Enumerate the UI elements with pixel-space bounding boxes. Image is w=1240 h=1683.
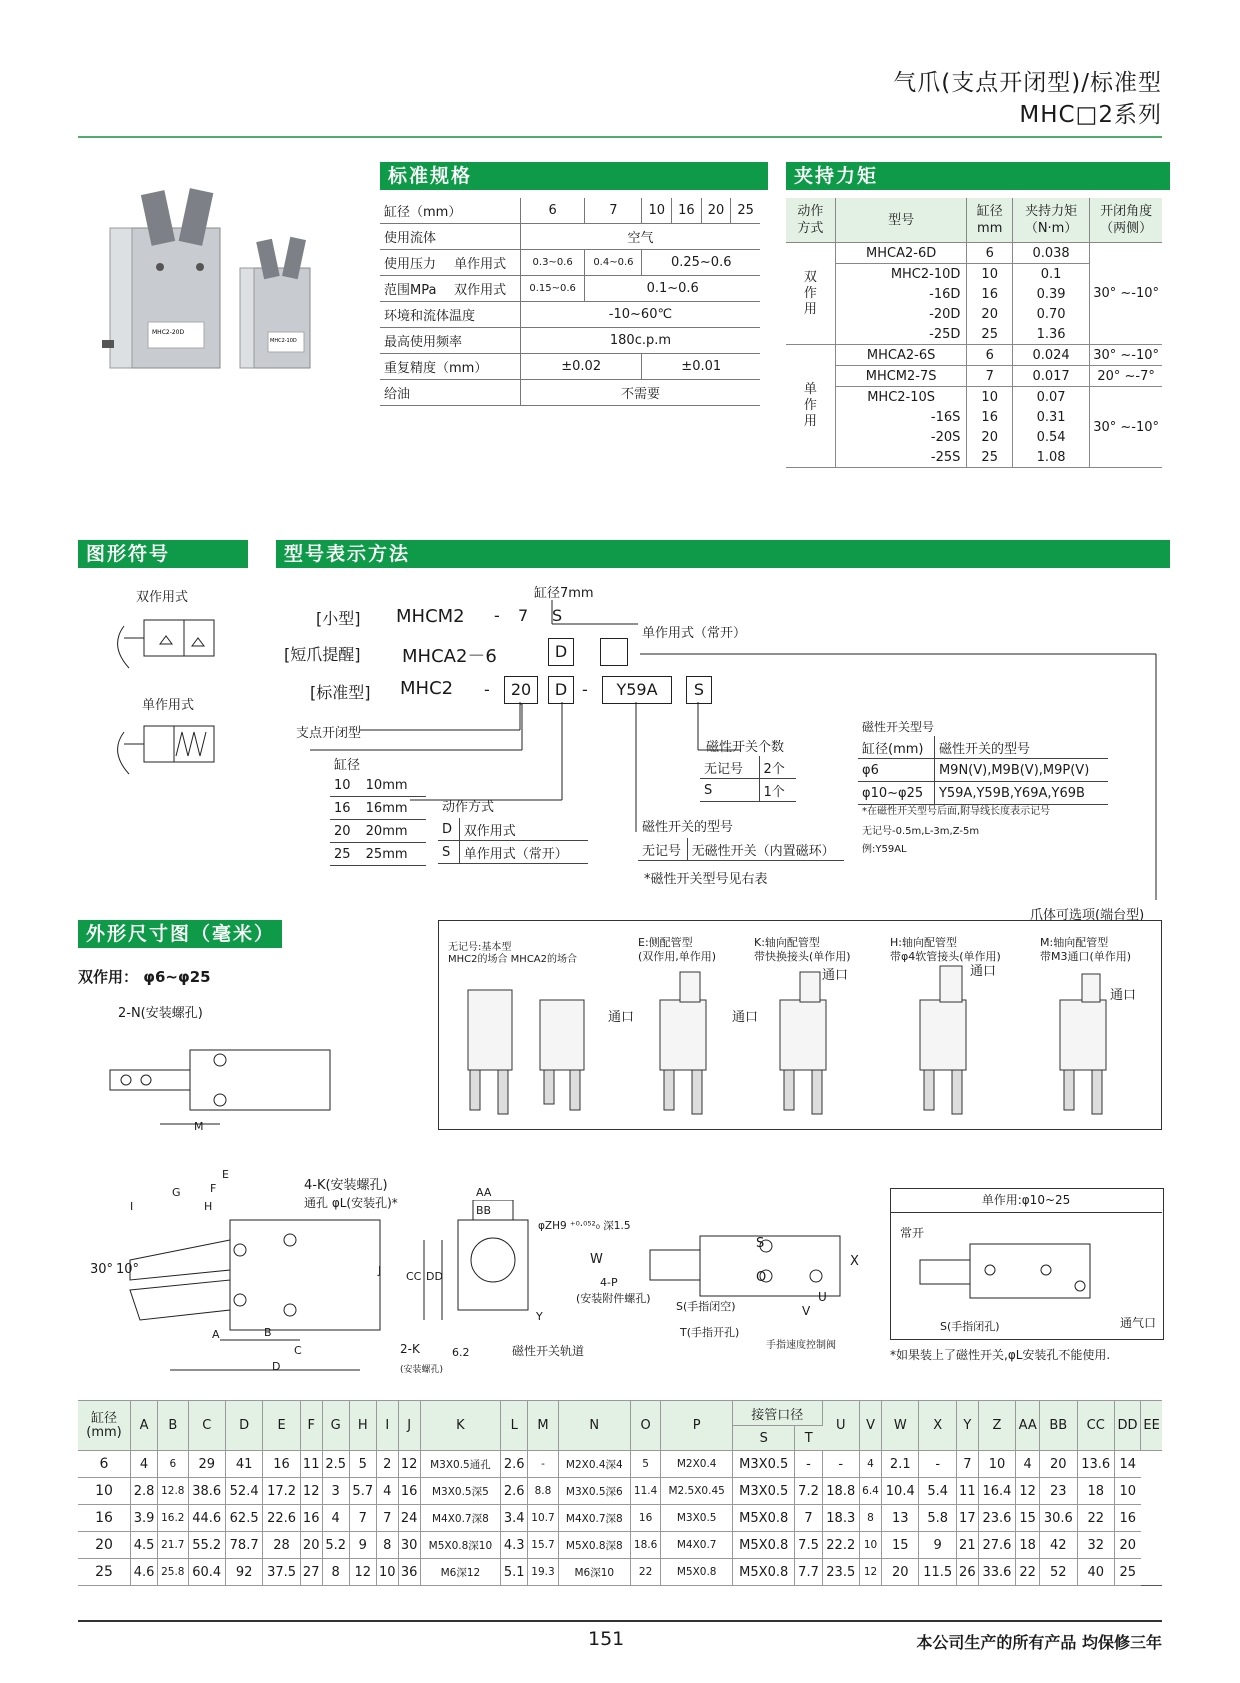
series-name: MHC□2系列 (1019, 102, 1162, 128)
dims-header: 外形尺寸图（毫米） (78, 920, 282, 948)
dim-col-o: O (630, 1401, 660, 1451)
options-title: 爪体可选项(端台型) (1030, 908, 1145, 923)
table-row: 10 2.8 12.8 38.6 52.4 17.2 12 3 5.7 4 16 M3X0.5深5 2.6 8.8 M3X0.5深6 11.4 M2.5X0.45 M3X0.5 7.2 18.8 6.4 10.4 5.4 11 16.4 12 23 18 10 (78, 1478, 1162, 1505)
spec-bore-label: 缸径（mm） (380, 198, 520, 224)
bore-options: 10 10mm 16 16mm 20 20mm 25 25mm (330, 774, 426, 866)
page-title: 气爪(支点开闭型)/标准型 (893, 70, 1162, 96)
warranty: 本公司生产的所有产品 均保修三年 (916, 1633, 1162, 1652)
table-row: 20 4.5 21.7 55.2 78.7 28 20 5.2 9 8 30 M5X0.8深10 4.3 15.7 M5X0.8深8 18.6 M4X0.7 M5X0.8 7.5 22.2 10 15 9 21 27.6 18 42 32 20 (78, 1532, 1162, 1559)
gripper-large (102, 188, 220, 368)
symbol-double (104, 606, 224, 678)
model-code-header: 型号表示方法 (276, 540, 1170, 568)
dim-col-x: X (919, 1401, 956, 1451)
grip-table: 动作 方式 型号 缸径 mm 夹持力矩 （N·m） 开闭角度 （两侧） 双 作 用 MHCA2-6D 6 0.038 30° ~-10° MHC2-10D 10 0.1 -16D 16 0.39 -20D 20 0.70 -25D 25 1.36 单 作 用 MHCA2-6S 6 0.024 30° ~-10° MHCM2-7S 7 0.017 20° ~-7° MHC2-10S 10 0.07 30° ~-10° -16S 16 0.31 -20S 20 0.54 -25S 25 1.08 (786, 198, 1162, 468)
dim-port-view (640, 1226, 860, 1336)
dim-col-s: S (732, 1426, 795, 1451)
label-small: MHC2-10D (270, 338, 297, 344)
dim-col-c: C (188, 1401, 225, 1451)
symbol-header: 图形符号 (78, 540, 248, 568)
dim-col-a: A (131, 1401, 158, 1451)
dim-col-b: B (158, 1401, 188, 1451)
dim-col-z: Z (978, 1401, 1015, 1451)
product-photo (100, 172, 340, 392)
symbol-single-label: 单作用式 (142, 698, 195, 713)
port-size-header: 接管口径 (732, 1401, 822, 1426)
dim-col-ee: EE (1141, 1401, 1162, 1451)
dim-col-l: L (501, 1401, 528, 1451)
footer-divider (78, 1620, 1162, 1622)
dim-col-cc: CC (1077, 1401, 1114, 1451)
switch-model-options: 无记号 无磁性开关（内置磁环） (638, 838, 844, 861)
dim-col-p: P (661, 1401, 733, 1451)
dim-col-dd: DD (1114, 1401, 1140, 1451)
dim-col-e: E (263, 1401, 300, 1451)
dim-col-bb: BB (1040, 1401, 1077, 1451)
dim-top-view (100, 1024, 340, 1134)
dim-col-j: J (398, 1401, 420, 1451)
table-row: 25 4.6 25.8 60.4 92 37.5 27 8 12 10 36 M6深12 5.1 19.3 M6深10 22 M5X0.8 M5X0.8 7.7 23.5 12 20 11.5 26 33.6 22 52 40 25 (78, 1559, 1162, 1586)
dim-single-view (900, 1240, 1160, 1320)
dim-col-t: T (795, 1426, 822, 1451)
dim-col-h: H (349, 1401, 376, 1451)
dimension-table: 缸径 (mm) A B C D E F G H I J K L M N O P 接管口径 U V W X Y Z AA BB CC DD EE S T 6 4 6 29 41 16 11 2.5 5 2 12 M3X0.5通孔 2.6 - M2X0.4深4 5 M2X0.4 M3X0.5 - - 4 2.1 - 7 10 4 20 13.6 14 10 2.8 12.8 38.6 52.4 17.2 12 3 5.7 4 16 M3X0.5深5 2.6 8.8 M3X0.5深6 11.4 M2.5X0.45 M3X0.5 7.2 18.8 6.4 10.4 5.4 11 16.4 12 23 18 10 16 3.9 16.2 44.6 62.5 22.6 16 4 7 7 24 M4X0.7深8 3.4 10.7 M4X0.7深8 16 M3X0.5 M5X0.8 7 18.3 8 13 5.8 17 23.6 15 30.6 22 16 20 4.5 21.7 55.2 78.7 28 20 5.2 9 8 30 M5X0.8深10 4.3 15.7 M5X0.8深8 18.6 M4X0.7 M5X0.8 7.5 22.2 10 15 9 21 27.6 18 42 32 20 25 4.6 25.8 60.4 92 37.5 27 8 12 10 36 M6深12 5.1 19.3 M6深10 22 M5X0.8 M5X0.8 7.7 23.5 12 20 11.5 26 33.6 22 52 40 25 (78, 1400, 1162, 1586)
dim-col-v: V (859, 1401, 881, 1451)
symbol-single (104, 712, 224, 784)
gripper-small (240, 237, 310, 368)
dim-col-y: Y (956, 1401, 978, 1451)
spec-header: 标准规格 (380, 162, 768, 190)
label-big: MHC2-20D (152, 329, 185, 336)
symbol-double-label: 双作用式 (136, 590, 189, 605)
switch-type-table: 缸径(mm) 磁性开关的型号 φ6 M9N(V),M9B(V),M9P(V) φ10~φ25 Y59A,Y59B,Y69A,Y69B (858, 736, 1108, 805)
action-options: D 双作用式 S 单作用式（常开） (438, 818, 588, 864)
dim-col-f: F (300, 1401, 322, 1451)
dim-col-m: M (528, 1401, 558, 1451)
table-row: 16 3.9 16.2 44.6 62.5 22.6 16 4 7 7 24 M4X0.7深8 3.4 10.7 M4X0.7深8 16 M3X0.5 M5X0.8 7 18.3 8 13 5.8 17 23.6 15 30.6 22 16 (78, 1505, 1162, 1532)
grip-header: 夹持力矩 (786, 162, 1170, 190)
dim-col-w: W (882, 1401, 919, 1451)
dim-col-g: G (322, 1401, 349, 1451)
page-number: 151 (588, 1628, 625, 1650)
dim-col-k: K (420, 1401, 501, 1451)
dim-front-view (418, 1200, 538, 1330)
dim-col-n: N (558, 1401, 630, 1451)
dim-col-i: I (376, 1401, 398, 1451)
options-drawings (440, 960, 1158, 1126)
header-divider (78, 136, 1162, 138)
spec-table: 缸径（mm） 6 7 10 16 20 25 使用流体 空气 使用压力 单作用式 0.3~0.6 0.4~0.6 0.25~0.6 范围MPa 双作用式 0.15~0.6 0.1~0.6 环境和流体温度 -10~60℃ 最高使用频率 180c.p.m 重复精度（mm） ±0.02 ±0.01 给油 不需要 (380, 198, 760, 406)
dim-col-d: D (225, 1401, 262, 1451)
dim-col-u: U (822, 1401, 859, 1451)
dim-col-aa: AA (1016, 1401, 1040, 1451)
table-row: 6 4 6 29 41 16 11 2.5 5 2 12 M3X0.5通孔 2.6 - M2X0.4深4 5 M2X0.4 M3X0.5 - - 4 2.1 - 7 10 4 20 13.6 14 (78, 1451, 1162, 1478)
switch-count-options: 无记号 2个 S 1个 (700, 756, 796, 802)
